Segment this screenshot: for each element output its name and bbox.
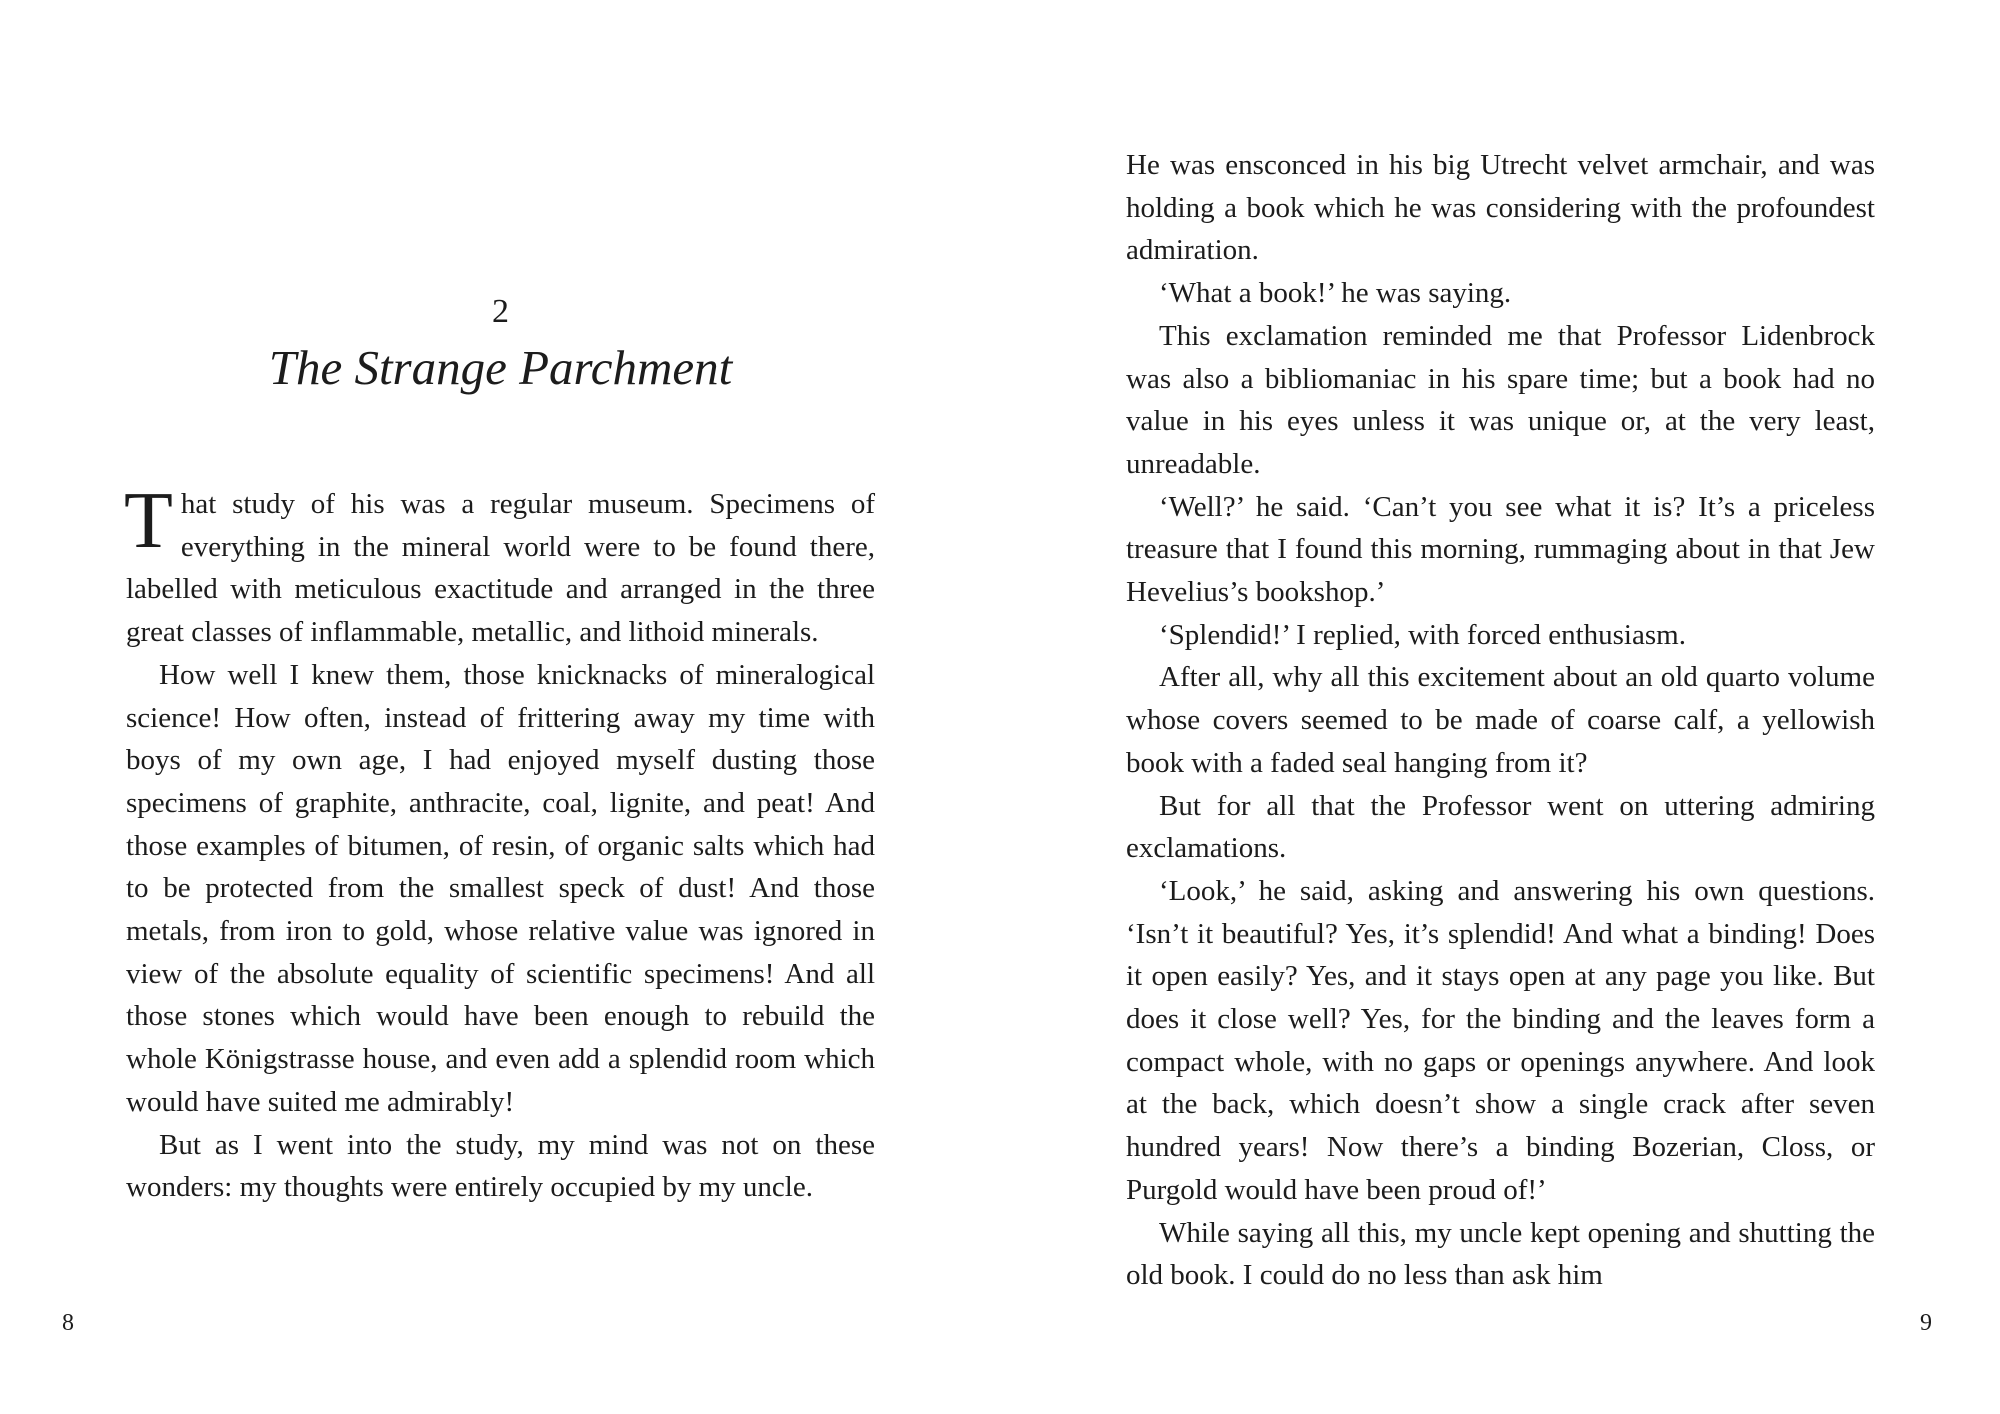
chapter-title: The Strange Parchment xyxy=(268,340,733,395)
page-number: 8 xyxy=(62,1310,74,1336)
paragraph: How well I knew them, those knicknacks of mineralogical science! How often, instead of frittering away my time with boys of my own age, I had enjoyed myself dusting those specimens of graphite, anthracite, coal, lignite, and peat! And those examples of bitumen, of resin, of organic salts which had to be protected from the smallest speck of dust! And those metals, from iron to gold, whose relative value was ignored in view of the absolute equality of scientific specimens! And all those stones which would have been enough to rebuild the whole Königstrasse house, and even add a splendid room which would have suited me admirably! xyxy=(126,658,875,1118)
right-page xyxy=(1000,0,2000,1414)
paragraph: This exclamation reminded me that Professor Lidenbrock was also a bibliomaniac in his spare time; but a book had no value in his eyes unless it was unique or, at the very least, unreadable. xyxy=(1126,319,1875,480)
left-body-text xyxy=(124,477,875,1209)
paragraph: But as I went into the study, my mind was not on these wonders: my thoughts were entirely occupied by my uncle. xyxy=(126,1128,875,1204)
paragraph: ‘Well?’ he said. ‘Can’t you see what it is? It’s a priceless treasure that I found this morning, rummaging about in that Jew Hevelius’s bookshop.’ xyxy=(1126,490,1875,609)
right-body-text xyxy=(1126,144,1875,1297)
paragraph: After all, why all this excitement about an old quarto volume whose covers seemed to be made of coarse calf, a yellowish book with a faded seal hanging from it? xyxy=(1126,661,1875,779)
chapter-number: 2 xyxy=(492,293,509,330)
paragraph: ‘Look,’ he said, asking and answering his own questions. ‘Isn’t it beautiful? Yes, it’s splendid! And what a binding! Does it open easily? Yes, and it stays open at any page you like. But does it close well? Yes, for the binding and the leaves form a compact whole, with no gaps or openings anywhere. And look at the back, which doesn’t show a single crack after seven hundred years! Now there’s a binding Bozerian, Closs, or Purgold would have been proud of!’ xyxy=(1126,874,1875,1206)
paragraph: ‘Splendid!’ I replied, with forced enthusiasm. xyxy=(1159,618,1686,651)
drop-cap: T xyxy=(124,477,173,565)
paragraph: He was ensconced in his big Utrecht velvet armchair, and was holding a book which he was considering with the profoundest admiration. xyxy=(1126,149,1875,267)
paragraph xyxy=(124,477,875,654)
paragraph: ‘What a book!’ he was saying. xyxy=(1159,277,1512,310)
page-number: 9 xyxy=(1920,1310,1932,1336)
paragraph: While saying all this, my uncle kept opening and shutting the old book. I could do no less than ask him xyxy=(1126,1216,1875,1292)
paragraph: But for all that the Professor went on uttering admiring exclamations. xyxy=(1126,789,1875,865)
paragraph-text: hat study of his was a regular museum. Specimens of everything in the mineral world were to be found there, labelled with meticulous exactitude and arranged in the three great classes of inflammable, metallic, and lithoid minerals. xyxy=(126,488,875,649)
